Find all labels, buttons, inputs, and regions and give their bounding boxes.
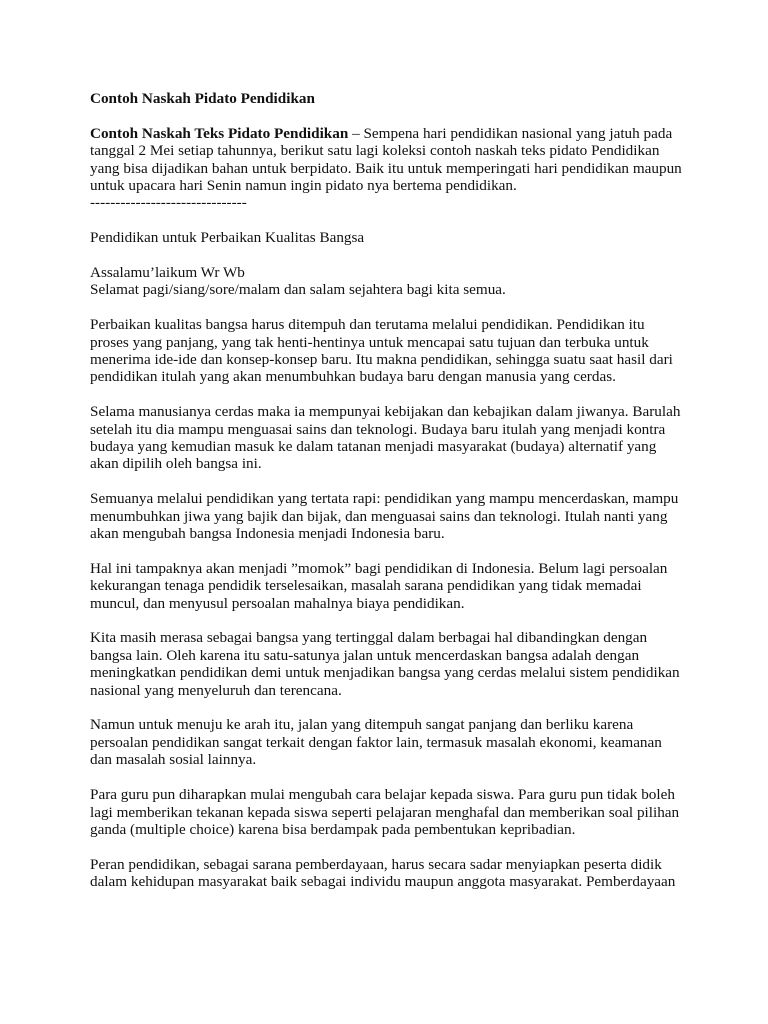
body-paragraph xyxy=(90,316,690,386)
paragraph-line: nasional yang menyeluruh dan terencana. xyxy=(90,681,342,699)
body-paragraph xyxy=(90,560,690,612)
paragraph-line: bangsa lain. Oleh karena itu satu-satunya jalan untuk mencerdaskan bangsa adalah dengan xyxy=(90,646,640,664)
body-paragraphs xyxy=(90,316,690,890)
body-paragraph xyxy=(90,856,690,891)
body-paragraph xyxy=(90,403,690,473)
greeting-line: Selamat pagi/siang/sore/malam dan salam sejahtera bagi kita semua. xyxy=(90,281,506,299)
paragraph-line: Hal ini tampaknya akan menjadi ”momok” bagi pendidikan di Indonesia. Belum lagi persoalan xyxy=(90,559,668,577)
paragraph-line: setelah itu dia mampu menguasai sains dan teknologi. Budaya baru itulah yang menjadi kontra xyxy=(90,420,666,438)
intro-divider: ------------------------------- xyxy=(90,194,247,212)
paragraph-line: proses yang panjang, yang tak henti-hentinya untuk mencapai satu tujuan dan terbuka untuk xyxy=(90,333,649,351)
intro-line: yang bisa dijadikan bahan untuk berpidato. Baik itu untuk memperingati hari pendidikan maupun xyxy=(90,159,682,177)
paragraph-line: lagi memberikan tekanan kepada siswa seperti pelajaran menghafal dan memberikan soal pilihan xyxy=(90,803,680,821)
paragraph-line: akan dipilih oleh bangsa ini. xyxy=(90,455,262,473)
paragraph-line: dalam kehidupan masyarakat baik sebagai individu maupun anggota masyarakat. Pemberdayaan xyxy=(90,873,676,891)
document-title: Contoh Naskah Pidato Pendidikan xyxy=(90,90,315,107)
paragraph-line: dan masalah sosial lainnya. xyxy=(90,751,257,769)
intro-line: tanggal 2 Mei setiap tahunnya, berikut satu lagi koleksi contoh naskah teks pidato Pendidikan xyxy=(90,142,660,160)
intro-line: untuk upacara hari Senin namun ingin pidato nya bertema pendidikan. xyxy=(90,177,517,195)
paragraph-line: menerima ide-ide dan konsep-konsep baru. Itu makna pendidikan, sehingga suatu saat hasil dari xyxy=(90,351,673,369)
paragraph-line: persoalan pendidikan sangat terkait dengan faktor lain, termasuk masalah ekonomi, keamanan xyxy=(90,733,662,751)
paragraph-line: meningkatkan pendidikan demi untuk menjadikan bangsa yang cerdas melalui sistem pendidikan xyxy=(90,664,680,682)
paragraph-line: budaya yang kemudian masuk ke dalam tatanan menjadi masyarakat (budaya) alternatif yang xyxy=(90,438,657,456)
body-paragraph xyxy=(90,786,690,838)
paragraph-line: Namun untuk menuju ke arah itu, jalan yang ditempuh sangat panjang dan berliku karena xyxy=(90,716,634,734)
paragraph-line: pendidikan itulah yang akan menumbuhkan budaya baru dengan manusia yang cerdas. xyxy=(90,368,616,386)
intro-lead: Contoh Naskah Teks Pidato Pendidikan xyxy=(90,124,349,142)
paragraph-line: ganda (multiple choice) karena bisa berdampak pada pembentukan kepribadian. xyxy=(90,820,576,838)
body-paragraph xyxy=(90,490,690,542)
greeting xyxy=(90,264,690,299)
paragraph-line: menumbuhkan jiwa yang bajik dan bijak, dan menguasai sains dan teknologi. Itulah nanti yang xyxy=(90,507,668,525)
speech-title: Pendidikan untuk Perbaikan Kualitas Bangsa xyxy=(90,229,365,247)
document-page xyxy=(90,90,690,891)
paragraph-line: kekurangan tenaga pendidik terselesaikan, masalah sarana pendidikan yang tidak memadai xyxy=(90,577,642,595)
paragraph-line: akan mengubah bangsa Indonesia menjadi Indonesia baru. xyxy=(90,525,445,543)
greeting-line: Assalamu’laikum Wr Wb xyxy=(90,264,245,282)
intro-line-text: – Sempena hari pendidikan nasional yang jatuh pada xyxy=(348,124,673,142)
body-paragraph xyxy=(90,716,690,768)
paragraph-line: Kita masih merasa sebagai bangsa yang tertinggal dalam berbagai hal dibandingkan dengan xyxy=(90,629,648,647)
body-paragraph xyxy=(90,629,690,699)
paragraph-line: Selama manusianya cerdas maka ia mempunyai kebijakan dan kebajikan dalam jiwanya. Barulah xyxy=(90,403,681,421)
paragraph-line: Perbaikan kualitas bangsa harus ditempuh dan terutama melalui pendidikan. Pendidikan itu xyxy=(90,316,645,334)
intro-paragraph xyxy=(90,125,690,212)
paragraph-line: Semuanya melalui pendidikan yang tertata rapi: pendidikan yang mampu mencerdaskan, mampu xyxy=(90,490,679,508)
paragraph-line: muncul, dan menyusul persoalan mahalnya biaya pendidikan. xyxy=(90,594,465,612)
intro-line xyxy=(90,125,690,142)
paragraph-line: Para guru pun diharapkan mulai mengubah cara belajar kepada siswa. Para guru pun tidak boleh xyxy=(90,786,675,804)
paragraph-line: Peran pendidikan, sebagai sarana pemberdayaan, harus secara sadar menyiapkan peserta didik xyxy=(90,855,662,873)
